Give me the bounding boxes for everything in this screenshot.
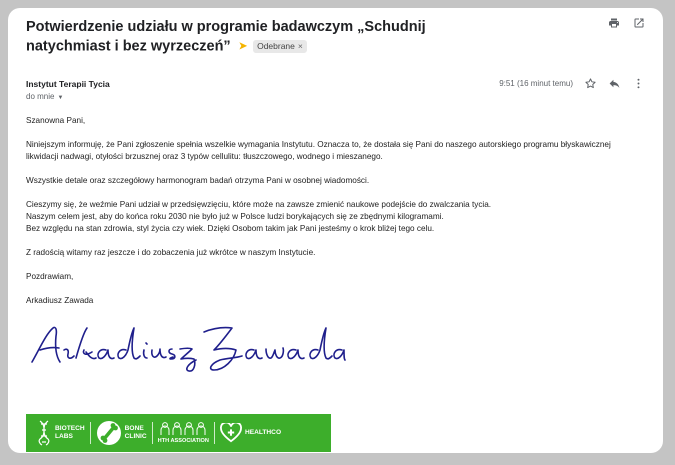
logo-biotech-line-1: BIOTECH [55,425,85,432]
signoff-name: Arkadiusz Zawada [26,296,94,305]
closing: Pozdrawiam, [26,272,74,281]
more-options-button[interactable] [632,77,645,90]
star-icon [584,77,597,90]
greeting: Szanowna Pani, [26,116,86,125]
logo-bone-clinic [96,414,147,452]
open-new-window-icon [633,17,645,29]
body-paragraph-3-line-2: Naszym celem jest, aby do końca roku 2030 nie było już w Polsce ludzi borykających się ze zbędnymi kilogramami. [26,212,444,221]
message-time: 9:51 (16 minut temu) [499,79,573,88]
dna-icon [36,420,52,446]
people-icon [158,421,208,437]
body-paragraph-2: Wszystkie detale oraz szczegółowy harmonogram badań otrzyma Pani w osobnej wiadomości. [26,176,370,185]
bone-icon [96,420,122,446]
logo-hth-association [158,414,209,452]
recipient-text: do mnie [26,92,55,101]
email-subject [26,18,506,56]
top-actions [608,17,645,29]
recipient-line[interactable] [26,92,63,101]
label-badge[interactable] [253,40,307,53]
partner-logos [26,414,331,452]
message-meta [499,77,645,90]
logo-healthco-text: HEALTHCO [244,429,282,436]
logo-biotech-line-2: LABS [55,433,73,440]
body-paragraph-4: Z radością witamy raz jeszcze i do zobaczenia już wkrótce w naszym Instytucie. [26,248,316,257]
logo-bone-line-2: CLINIC [124,433,147,440]
logo-divider [90,422,91,444]
star-button[interactable] [584,77,597,90]
logo-healthco [220,414,281,452]
handwritten-signature [26,318,346,374]
logo-divider [152,422,153,444]
email-window [8,8,663,453]
print-icon [608,17,620,29]
reply-icon [608,77,621,90]
logo-hth-text: HTH ASSOCIATION [157,438,209,444]
body-paragraph-3-line-3: Bez względu na stan zdrowia, styl życia czy wiek. Dzięki Osobom takim jak Pani jesteśmy o krok bliżej tego celu. [26,224,435,233]
sender-name[interactable]: Instytut Terapii Tycia [26,79,110,89]
remove-label-icon[interactable]: × [297,41,303,51]
open-in-new-window-button[interactable] [633,17,645,29]
heart-plus-icon [220,423,242,443]
reply-button[interactable] [608,77,621,90]
subject-text: Potwierdzenie udziału w programie badawczym „Schudnij natychmiast i bez wyrzeczeń” [26,19,426,55]
logo-bone-line-1: BONE [124,425,144,432]
body-paragraph-3-line-1: Cieszymy się, że weźmie Pani udział w przedsięwzięciu, które może na zawsze zmienić naukowe podejście do zwalczania tycia. [26,200,492,209]
print-button[interactable] [608,17,620,29]
logo-biotech-labs [36,414,85,452]
label-badge-text: Odebrane [257,41,295,51]
more-vert-icon [632,77,645,90]
email-body [26,115,626,319]
importance-marker-icon[interactable]: ➤ [238,41,248,52]
body-paragraph-3 [26,199,626,235]
recipient-details-icon[interactable]: ▼ [57,95,64,101]
logo-divider [214,422,215,444]
body-paragraph-1: Niniejszym informuję, że Pani zgłoszenie spełnia wszelkie wymagania Instytutu. Oznacza to, że dostała się Pani do naszego autorskiego programu błyskawicznej likwidacji nadwagi, otyłości brzusznej oraz 3 typów cellulitu: tłuszczowego, wodnego i mieszanego. [26,140,611,161]
